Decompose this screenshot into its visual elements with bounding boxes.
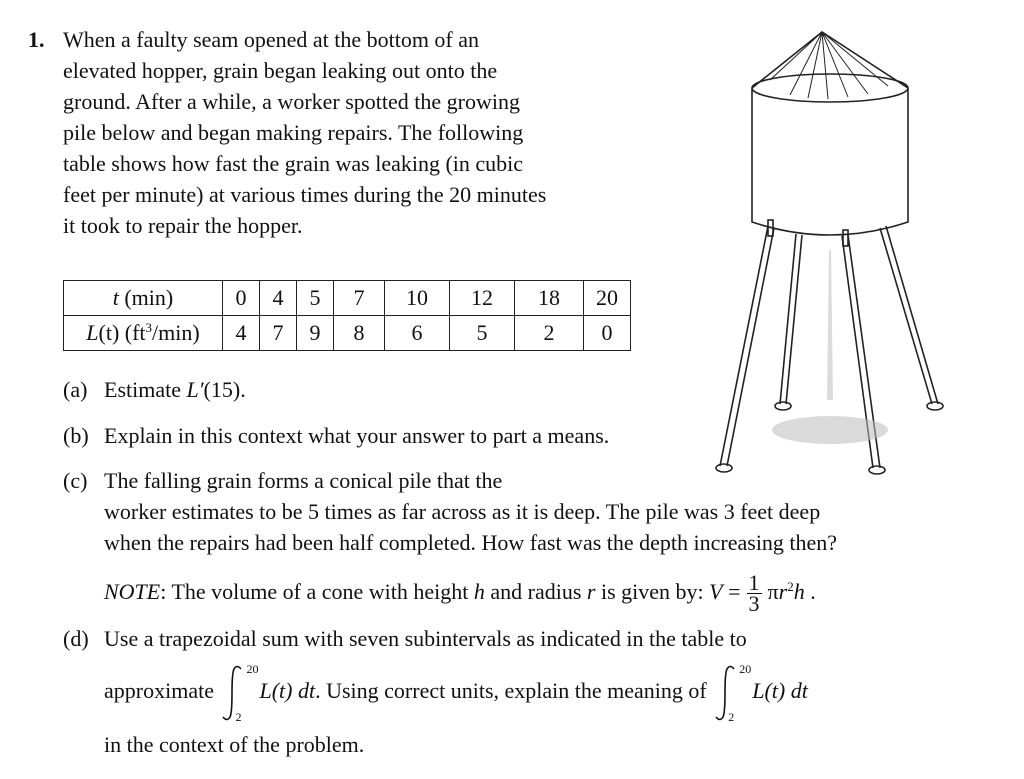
unit-sup: 3 (145, 320, 153, 335)
formula-pi: π (767, 579, 779, 604)
formula-h: h (793, 579, 805, 604)
intro-line: it took to repair the hopper. (63, 213, 303, 238)
note-mid: and radius (484, 579, 587, 604)
table-cell: 0 (584, 316, 631, 351)
var-L: L (86, 320, 99, 345)
part-a-prefix: Estimate (104, 377, 187, 402)
integrand-1: L(t) dt (259, 678, 316, 703)
table-cell: 18 (515, 281, 584, 316)
roof-ribs (770, 32, 888, 99)
table-cell: 7 (334, 281, 385, 316)
var-t: t (112, 285, 119, 310)
note-text: : The volume of a cone with height (160, 579, 474, 604)
table-cell: 8 (334, 316, 385, 351)
unit-min: (min) (118, 285, 174, 310)
falling-grain (827, 250, 833, 400)
approximate-text: approximate (104, 678, 214, 703)
grain-pile (772, 416, 888, 444)
part-d-line3: in the context of the problem. (104, 732, 365, 757)
table-cell: 5 (297, 281, 334, 316)
intro-line: ground. After a while, a worker spotted the growing (63, 89, 520, 114)
intro-line: table shows how fast the grain was leaking (in cubic (63, 151, 524, 176)
hopper-roof (752, 32, 908, 88)
part-d-line2 (104, 660, 808, 723)
fraction-numerator: 1 (748, 570, 760, 596)
integral-glyph-icon (219, 663, 245, 723)
integral-glyph-icon (712, 663, 738, 723)
part-a-math: L′ (186, 377, 204, 402)
part-a-text (104, 374, 246, 405)
hopper-body (752, 88, 908, 235)
part-a-label: (a) (63, 377, 88, 402)
table-cell: 12 (450, 281, 515, 316)
note-h: h (473, 579, 485, 604)
hopper-rim (752, 74, 908, 102)
part-a-tail: (15). (203, 377, 246, 402)
cone-volume-note (104, 570, 816, 617)
intro-line: elevated hopper, grain began leaking out onto the (63, 58, 498, 83)
part-c-line: The falling grain forms a conical pile that the (104, 468, 503, 493)
table-cell: 6 (385, 316, 450, 351)
integral-sign-2 (712, 663, 752, 723)
part-c-line: worker estimates to be 5 times as far across as it is deep. The pile was 3 feet deep (104, 499, 821, 524)
formula-r: r (778, 579, 788, 604)
problem-intro (63, 24, 546, 241)
part-d-mid: . Using correct units, explain the meaning of (315, 678, 707, 703)
formula-sup: 2 (787, 579, 794, 594)
table-cell: 4 (223, 316, 260, 351)
arg-t: (t) (98, 320, 120, 345)
table-cell: 4 (260, 281, 297, 316)
note-label: NOTE (104, 579, 161, 604)
part-d-line1: Use a trapezoidal sum with seven subintervals as indicated in the table to (104, 626, 747, 651)
note-tail: is given by: (595, 579, 710, 604)
formula-eq: = (722, 579, 741, 604)
fraction-denominator: 3 (748, 591, 760, 617)
formula-end: . (804, 579, 816, 604)
table-cell: 2 (515, 316, 584, 351)
table-cell: 7 (260, 316, 297, 351)
part-d-label: (d) (63, 626, 89, 651)
table-row-time (64, 281, 631, 316)
integral-lower: 2 (235, 709, 242, 724)
problem-number: 1. (28, 27, 45, 52)
row-header-t (64, 281, 223, 316)
table-cell: 0 (223, 281, 260, 316)
integral-lower: 2 (728, 709, 735, 724)
grain-hopper-illustration (700, 20, 1000, 490)
unit-pre: (ft (119, 320, 146, 345)
table-cell: 10 (385, 281, 450, 316)
part-b-label: (b) (63, 423, 89, 448)
intro-line: feet per minute) at various times during the 20 minutes (63, 182, 547, 207)
part-c-line: when the repairs had been half completed. How fast was the depth increasing then? (104, 530, 838, 555)
integral-sign-1 (219, 663, 259, 723)
part-c-label: (c) (63, 468, 88, 493)
integral-upper: 20 (246, 661, 259, 676)
one-third-fraction (747, 570, 762, 617)
unit-post: /min) (152, 320, 200, 345)
intro-line: pile below and began making repairs. The following (63, 120, 524, 145)
table-cell: 5 (450, 316, 515, 351)
table-cell: 9 (297, 316, 334, 351)
integral-upper: 20 (739, 661, 752, 676)
row-header-L (64, 316, 223, 351)
table-row-rate (64, 316, 631, 351)
integrand-2: L(t) dt (752, 678, 808, 703)
part-b-text: Explain in this context what your answer to part a means. (104, 423, 610, 448)
intro-line: When a faulty seam opened at the bottom of an (63, 27, 480, 52)
leak-rate-table (63, 280, 631, 351)
formula-V: V (709, 579, 723, 604)
table-cell: 20 (584, 281, 631, 316)
note-r: r (586, 579, 596, 604)
